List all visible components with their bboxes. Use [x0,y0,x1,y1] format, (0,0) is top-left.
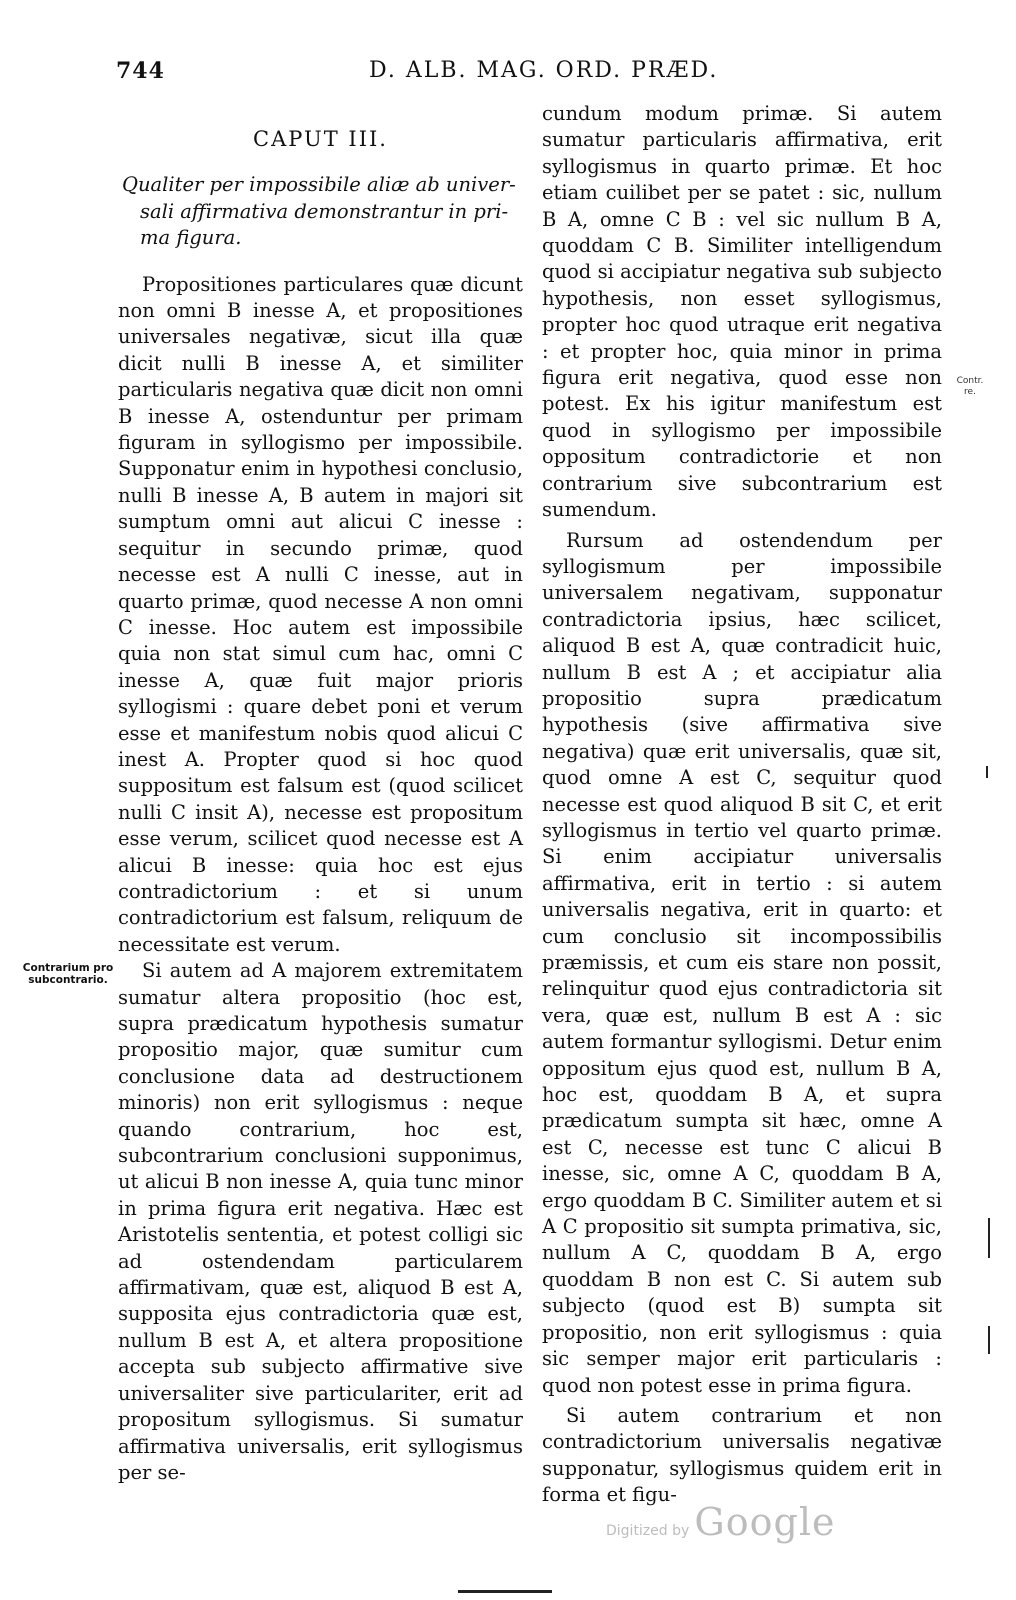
margin-mark [988,1218,990,1258]
summary-line: Qualiter per impossibile aliæ ab univer- [122,173,516,197]
chapter-title: CAPUT III. [253,127,388,151]
paragraph: Si autem contrarium et non contradictorium universalis negativæ supponatur, syllogismus quidem erit in forma et figu- [542,1403,942,1507]
running-head: D. ALB. MAG. ORD. PRÆD. [369,58,719,83]
margin-mark [988,1326,990,1354]
summary-line: sali affirmativa demonstrantur in pri- [140,199,509,223]
margin-note-left: Contrarium pro subcontrario. [22,962,114,986]
google-logo: Google [694,1500,836,1544]
bottom-rule [458,1590,552,1593]
margin-mark [986,766,988,778]
summary-line: ma figura. [140,226,242,250]
paragraph: cundum modum primæ. Si autem sumatur particularis affirmativa, erit syllogismus in quarto primæ. Et hoc etiam cuilibet per se patet : sic, nullum B A, omne C B : vel sic nullum B A, quoddam C B. Similiter intelligendum quod si accipiatur negativa sub subjecto hypothesis, non esset syllogismus, propter hoc quod utraque erit negativa : et propter hoc, quia minor in prima figura erit negativa, quod esse non potest. Ex his igitur manifestum est quod in syllogismo per impossibile oppositum contradictorie et non contrarium sive subcontrarium est sumendum. [542,102,942,522]
right-column [542,101,942,1509]
left-column [118,126,523,1486]
page-number: 744 [116,58,165,84]
margin-note-right: Contr. re. [956,376,984,397]
page-header [116,58,719,88]
chapter-summary [118,172,523,251]
paragraph: Propositiones particulares quæ dicunt non omni B inesse A, et propositiones universales negativæ, sicut illa quæ dicit nulli B inesse A, et similiter particularis negativa quæ dicit non omni B inesse A, ostenduntur per primam figuram in syllogismo per impossibile. Supponatur enim in hypothesi conclusio, nulli B inesse A, B autem in majori sit sumptum omni aut alicui C inesse : sequitur in secundo primæ, quod necesse est A nulli C inesse, aut in quarto primæ, quod necesse A non omni C inesse. Hoc autem est impossibile quia non stat simul cum hac, omni C inesse A, quæ fuit major prioris syllogismi : quare debet poni et verum esse et manifestum nobis quod alicui C inest A. Propter quod si hoc quod suppositum est falsum est (quod scilicet nulli C insit A), necesse est propositum esse verum, scilicet quod necesse est A alicui B inesse: quia hoc est ejus contradictorium : et si unum contradictorium est falsum, reliquum de necessitate est verum. [118,272,523,956]
digitized-watermark [606,1500,866,1544]
paragraph: Si autem ad A majorem extremitatem sumatur altera propositio (hoc est, supra prædicatum hypothesis sumatur propositio major, quæ sumitur cum conclusione data ad destructionem minoris) non erit syllogismus : neque quando contrarium, hoc est, subcontrarium conclusioni supponimus, ut alicui B non inesse A, quia tunc minor in prima figura erit negativa. Hæc est Aristotelis sententia, et potest colligi sic ad ostendendam particularem affirmativam, quæ est, aliquod B est A, supposita ejus contradictoria quæ est, nullum B est A, et altera propositione accepta sub subjecto affirmative sive universaliter sive particulariter, erit ad propositum syllogismus. Si sumatur affirmativa universalis, erit syllogismus per se- [118,959,523,1484]
watermark-text: Digitized by [606,1523,690,1539]
paragraph: Rursum ad ostendendum per syllogismum per impossibile universalem negativam, supponatur contradictoria ipsius, hæc scilicet, aliquod B est A, quæ contradicit huic, nullum B est A ; et accipiatur alia propositio supra prædicatum hypothesis (sive affirmativa sive negativa) quæ erit universalis, quæ sit, quod omne A est C, sequitur quod necesse est quod aliquod B sit C, et erit syllogismus in tertio vel quarto primæ. Si enim accipiatur universalis affirmativa, erit in tertio : si autem universalis negativa, erit in quarto: et cum conclusio sit incompossibilis præmissis, et cum eis stare non possit, relinquitur quod ejus contradictoria sit vera, quæ est, nullum B est A : sic autem formantur syllogismi. Detur enim oppositum ejus quod est, nullum B A, hoc est, quoddam B A, et supra prædicatum sumpta sit hæc, omne A est C, necesse est tunc C alicui B inesse, sic, omne A C, quoddam B A, ergo quoddam B C. Similiter autem et si A C propositio sit sumpta primativa, sic, nullum A C, quoddam B A, ergo quoddam B non est C. Si autem sub subjecto (quod est B) sumpta sit propositio, non erit syllogismus : quia sic semper major erit particularis : quod non potest esse in prima figura. [542,528,942,1397]
